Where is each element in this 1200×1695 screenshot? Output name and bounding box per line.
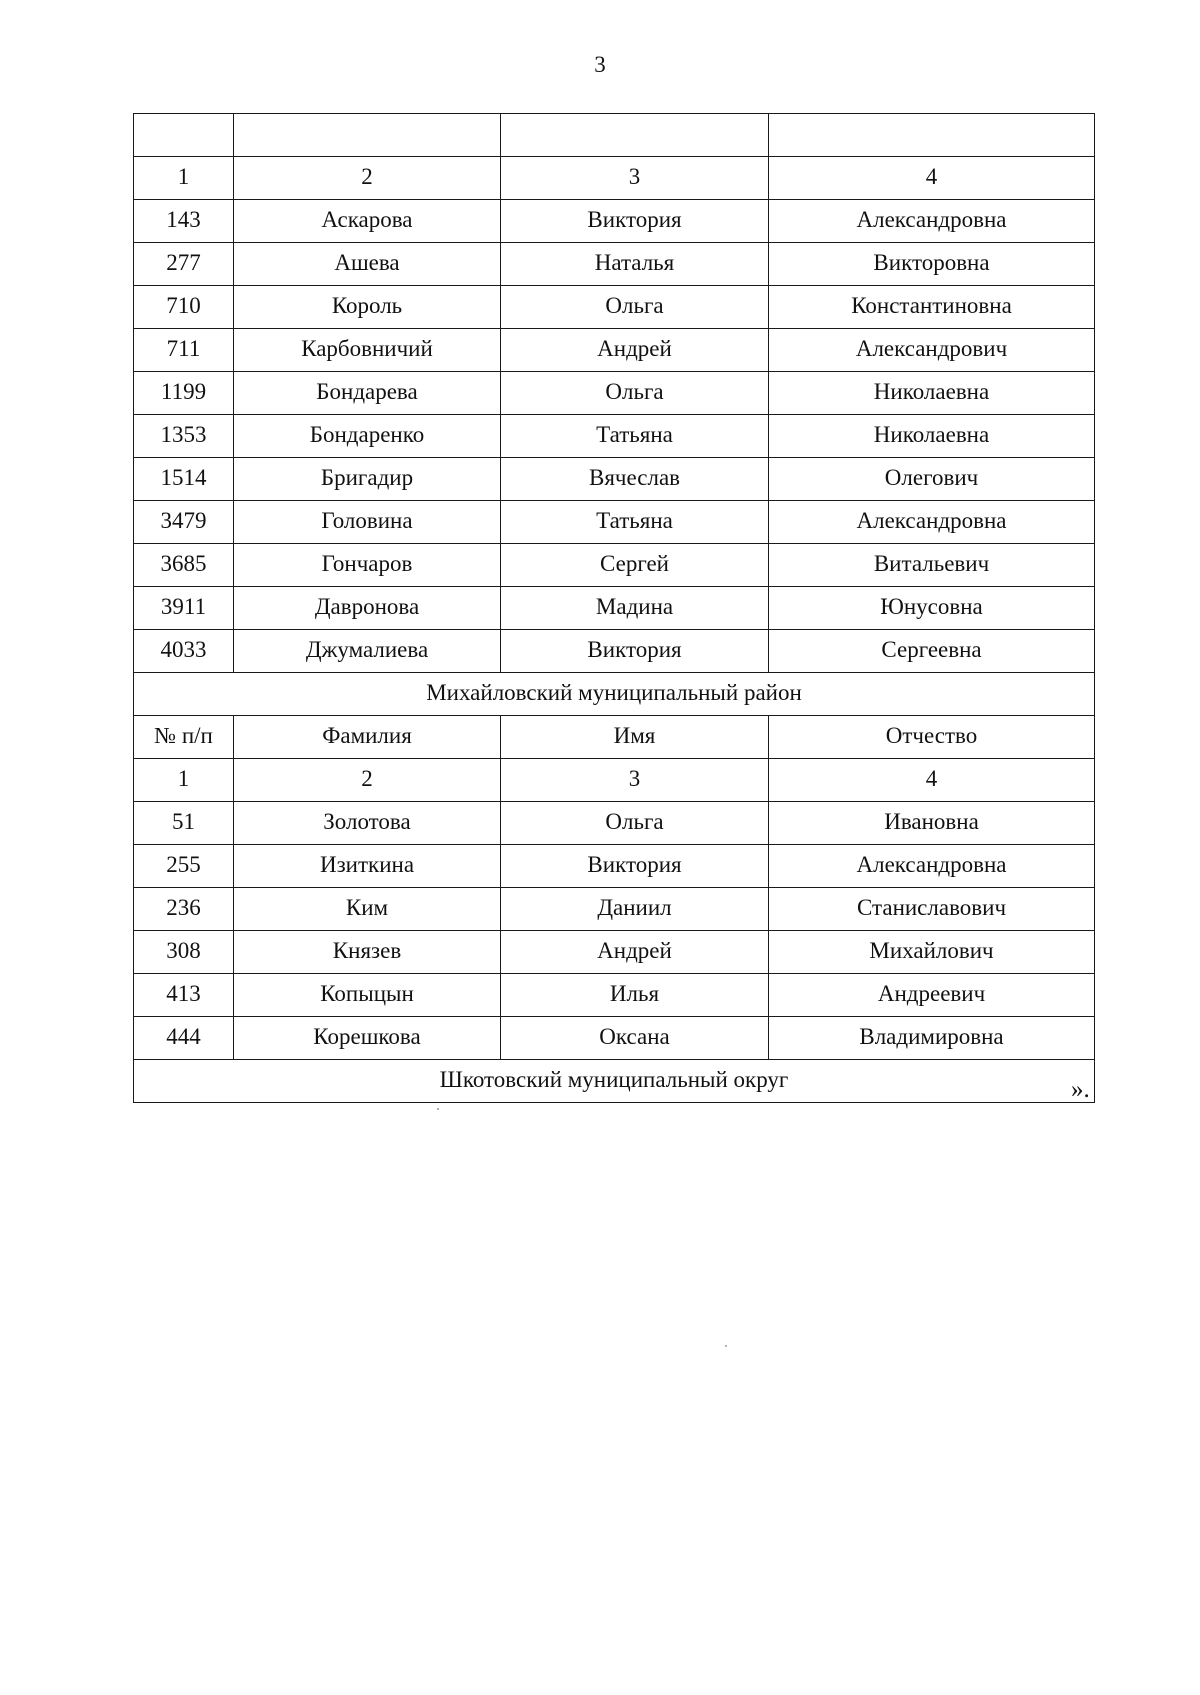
cell-first-name: Виктория <box>501 845 769 888</box>
table-row <box>134 888 1095 931</box>
section-title: Михайловский муниципальный район <box>134 673 1095 716</box>
cell-number: 277 <box>134 243 234 286</box>
cell-number: 444 <box>134 1017 234 1060</box>
cell-number <box>134 114 234 157</box>
cell-surname: Карбовничий <box>234 329 501 372</box>
cell-patronymic: Николаевна <box>769 415 1095 458</box>
cell-first-name: Даниил <box>501 888 769 931</box>
cell-number: 1199 <box>134 372 234 415</box>
cell-patronymic: Юнусовна <box>769 587 1095 630</box>
cell-first-name: Ольга <box>501 372 769 415</box>
cell-patronymic: Михайлович <box>769 931 1095 974</box>
table-row <box>134 802 1095 845</box>
cell-patronymic: Сергеевна <box>769 630 1095 673</box>
table-row <box>134 200 1095 243</box>
cell-patronymic: 4 <box>769 157 1095 200</box>
cell-patronymic: Владимировна <box>769 1017 1095 1060</box>
cell-first-name: Мадина <box>501 587 769 630</box>
cell-number: 711 <box>134 329 234 372</box>
page-number: 3 <box>594 52 606 77</box>
cell-first-name: Оксана <box>501 1017 769 1060</box>
cell-surname <box>234 114 501 157</box>
section-title: Шкотовский муниципальный округ <box>134 1060 1095 1103</box>
table-row <box>134 157 1095 200</box>
header-number: № п/п <box>134 716 234 759</box>
header-row <box>134 716 1095 759</box>
cell-number: 236 <box>134 888 234 931</box>
cell-first-name: Татьяна <box>501 415 769 458</box>
cell-number: 4033 <box>134 630 234 673</box>
cell-first-name: Сергей <box>501 544 769 587</box>
cell-patronymic: Викторовна <box>769 243 1095 286</box>
cell-surname: Князев <box>234 931 501 974</box>
cell-first-name: Вячеслав <box>501 458 769 501</box>
cell-patronymic: Александровна <box>769 845 1095 888</box>
cell-first-name: Илья <box>501 974 769 1017</box>
cell-patronymic: Станиславович <box>769 888 1095 931</box>
cell-first-name: Наталья <box>501 243 769 286</box>
cell-surname: Корешкова <box>234 1017 501 1060</box>
cell-number: 413 <box>134 974 234 1017</box>
cell-first-name: Андрей <box>501 329 769 372</box>
cell-surname: Бригадир <box>234 458 501 501</box>
cell-surname: Джумалиева <box>234 630 501 673</box>
cell-number: 1353 <box>134 415 234 458</box>
cell-surname: Король <box>234 286 501 329</box>
table-row <box>134 243 1095 286</box>
header-first-name: Имя <box>501 716 769 759</box>
cell-patronymic: Витальевич <box>769 544 1095 587</box>
cell-number: 710 <box>134 286 234 329</box>
scan-speck <box>725 1345 727 1347</box>
cell-patronymic: Александровна <box>769 501 1095 544</box>
cell-number: 1 <box>134 157 234 200</box>
cell-first-name: Виктория <box>501 200 769 243</box>
cell-patronymic: Ивановна <box>769 802 1095 845</box>
header-patronymic: Отчество <box>769 716 1095 759</box>
cell-surname: Давронова <box>234 587 501 630</box>
table-row <box>134 931 1095 974</box>
column-number: 2 <box>234 759 501 802</box>
cell-surname: Изиткина <box>234 845 501 888</box>
cell-surname: Золотова <box>234 802 501 845</box>
cell-first-name: Ольга <box>501 286 769 329</box>
column-number: 4 <box>769 759 1095 802</box>
table-row <box>134 1017 1095 1060</box>
table-row <box>134 114 1095 157</box>
roster-table <box>133 113 1095 1103</box>
table-row <box>134 630 1095 673</box>
cell-surname: Гончаров <box>234 544 501 587</box>
cell-number: 3685 <box>134 544 234 587</box>
section-row-shkotovsky <box>134 1060 1095 1103</box>
section-row-mikhailovsky <box>134 673 1095 716</box>
cell-number: 3911 <box>134 587 234 630</box>
cell-surname: Копыцын <box>234 974 501 1017</box>
cell-surname: 2 <box>234 157 501 200</box>
cell-first-name: Татьяна <box>501 501 769 544</box>
table-row <box>134 845 1095 888</box>
cell-number: 1514 <box>134 458 234 501</box>
cell-patronymic: Олегович <box>769 458 1095 501</box>
table-row <box>134 458 1095 501</box>
cell-number: 143 <box>134 200 234 243</box>
scan-speck <box>437 1108 439 1110</box>
cell-patronymic: Андреевич <box>769 974 1095 1017</box>
table-row <box>134 415 1095 458</box>
cell-first-name: Андрей <box>501 931 769 974</box>
cell-first-name: Виктория <box>501 630 769 673</box>
cell-patronymic: Константиновна <box>769 286 1095 329</box>
column-number: 3 <box>501 759 769 802</box>
cell-patronymic: Александровна <box>769 200 1095 243</box>
table-row <box>134 286 1095 329</box>
cell-surname: Бондаренко <box>234 415 501 458</box>
cell-number: 255 <box>134 845 234 888</box>
table-row <box>134 974 1095 1017</box>
cell-first-name: Ольга <box>501 802 769 845</box>
column-number: 1 <box>134 759 234 802</box>
table-row <box>134 544 1095 587</box>
cell-patronymic: Николаевна <box>769 372 1095 415</box>
cell-number: 308 <box>134 931 234 974</box>
cell-surname: Ким <box>234 888 501 931</box>
cell-number: 3479 <box>134 501 234 544</box>
table-row <box>134 587 1095 630</box>
cell-patronymic <box>769 114 1095 157</box>
table-row <box>134 501 1095 544</box>
cell-surname: Бондарева <box>234 372 501 415</box>
cell-surname: Головина <box>234 501 501 544</box>
table-row <box>134 372 1095 415</box>
table-row <box>134 329 1095 372</box>
cell-number: 51 <box>134 802 234 845</box>
cell-surname: Ашева <box>234 243 501 286</box>
cell-patronymic: Александрович <box>769 329 1095 372</box>
header-surname: Фамилия <box>234 716 501 759</box>
cell-first-name <box>501 114 769 157</box>
cell-first-name: 3 <box>501 157 769 200</box>
column-number-row <box>134 759 1095 802</box>
closing-quote-mark: ». <box>1071 1076 1090 1103</box>
cell-surname: Аскарова <box>234 200 501 243</box>
